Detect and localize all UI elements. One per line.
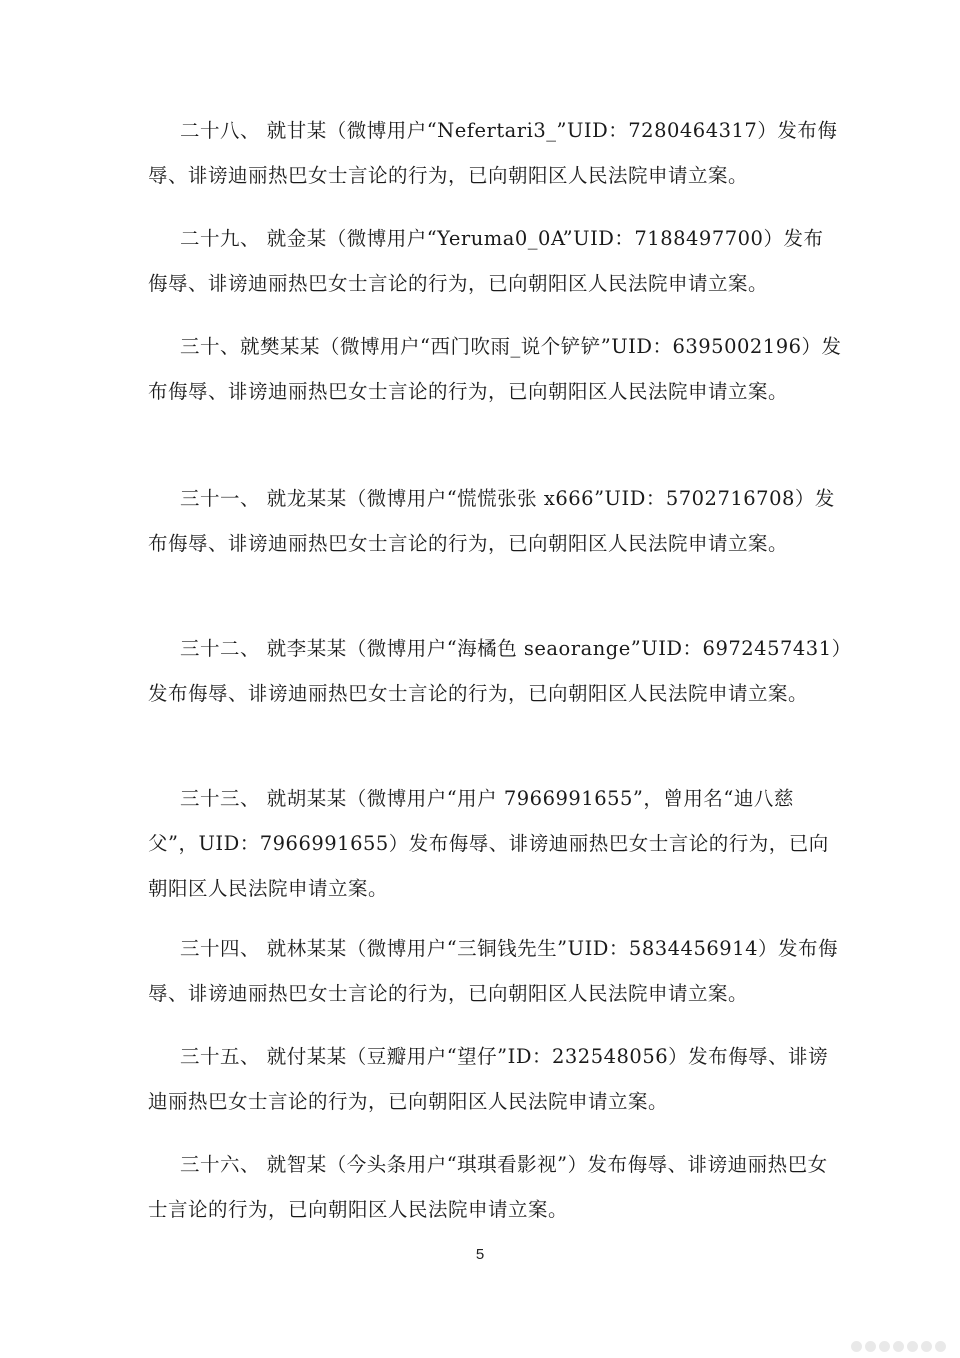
watermark-dots: [851, 1341, 946, 1352]
clause-34: 三十四、 就林某某（微博用户“三铜钱先生”UID：5834456914）发布侮辱、诽谤迪丽热巴女士言论的行为，已向朝阳区人民法院申请立案。: [148, 937, 838, 1005]
clause-30: 三十、就樊某某（微博用户“西门吹雨_说个铲铲”UID：6395002196）发布侮辱、诽谤迪丽热巴女士言论的行为，已向朝阳区人民法院申请立案。: [148, 335, 842, 403]
clause-36: 三十六、 就智某（今头条用户“琪琪看影视”）发布侮辱、诽谤迪丽热巴女士言论的行为，已向朝阳区人民法院申请立案。: [148, 1153, 828, 1221]
clause-32: 三十二、 就李某某（微博用户“海橘色 seaorange”UID：6972457431）发布侮辱、诽谤迪丽热巴女士言论的行为，已向朝阳区人民法院申请立案。: [148, 637, 842, 705]
clause-33: 三十三、 就胡某某（微博用户“用户 7966991655”，曾用名“迪八慈父”，UID：7966991655）发布侮辱、诽谤迪丽热巴女士言论的行为，已向朝阳区人民法院申请立案。: [148, 787, 829, 900]
clause-28: 二十八、 就甘某（微博用户“Nefertari3_”UID：7280464317）发布侮辱、诽谤迪丽热巴女士言论的行为，已向朝阳区人民法院申请立案。: [148, 119, 838, 187]
page-number: 5: [475, 1246, 485, 1263]
clause-31: 三十一、 就龙某某（微博用户“慌慌张张 x666”UID：5702716708）发布侮辱、诽谤迪丽热巴女士言论的行为，已向朝阳区人民法院申请立案。: [148, 487, 835, 555]
clause-29: 二十九、 就金某（微博用户“Yeruma0_0A”UID：7188497700）发布侮辱、诽谤迪丽热巴女士言论的行为，已向朝阳区人民法院申请立案。: [148, 227, 824, 295]
clause-35: 三十五、 就付某某（豆瓣用户“望仔”ID：232548056）发布侮辱、诽谤迪丽热巴女士言论的行为，已向朝阳区人民法院申请立案。: [148, 1045, 829, 1113]
